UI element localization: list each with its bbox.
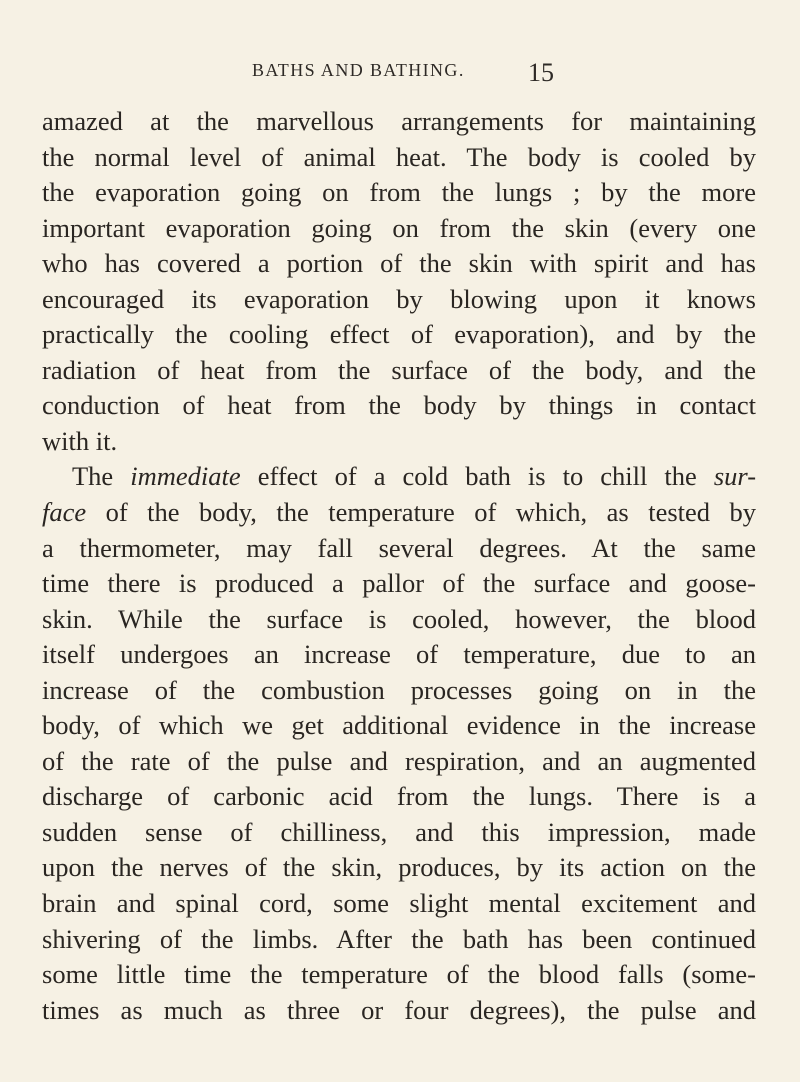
text-line: who has covered a portion of the skin with spirit and has <box>42 248 756 279</box>
running-head: BATHS AND BATHING. <box>252 60 465 80</box>
text-line: some little time the temperature of the blood falls (some- <box>42 959 756 990</box>
text-line: encouraged its evaporation by blowing upon it knows <box>42 283 756 314</box>
text-line: body, of which we get additional evidence in the increase <box>42 710 756 741</box>
text-line: amazed at the marvellous arrangements for maintaining <box>42 106 756 136</box>
text-line: of the rate of the pulse and respiration, and an augmented <box>42 745 756 776</box>
italic-emphasis: sur- <box>713 461 757 492</box>
italic-emphasis: face <box>42 497 87 528</box>
text-line: radiation of heat from the surface of the body, and the <box>42 354 756 385</box>
text-segment: The <box>72 461 131 492</box>
text-line: a thermometer, may fall several degrees. At the same <box>42 532 756 563</box>
italic-emphasis: immediate <box>130 461 241 492</box>
paragraph-end-line: with it. <box>42 425 118 456</box>
body-text <box>42 104 756 1028</box>
text-line: conduction of heat from the body by things in contact <box>42 390 756 421</box>
paragraph-start-line <box>42 459 756 495</box>
text-line: the normal level of animal heat. The body is cooled by <box>42 141 756 172</box>
text-line: practically the cooling effect of evaporation), and by the <box>42 319 756 350</box>
text-line: increase of the combustion processes going on in the <box>42 674 756 705</box>
text-line <box>42 495 756 531</box>
text-segment: of the body, the temperature of which, as tested by <box>86 497 756 528</box>
text-line: skin. While the surface is cooled, however, the blood <box>42 603 756 634</box>
text-line: shivering of the limbs. After the bath has been continued <box>42 923 756 954</box>
text-line: the evaporation going on from the lungs ; by the more <box>42 177 756 208</box>
text-line: itself undergoes an increase of temperature, due to an <box>42 639 756 670</box>
text-segment: effect of a cold bath is to chill the <box>240 461 714 492</box>
text-line: brain and spinal cord, some slight mental excitement and <box>42 888 756 919</box>
text-line: time there is produced a pallor of the surface and goose- <box>42 568 756 599</box>
page-number: 15 <box>528 58 554 87</box>
text-line: sudden sense of chilliness, and this impression, made <box>42 816 756 847</box>
page-header <box>252 58 782 90</box>
text-line: important evaporation going on from the skin (every one <box>42 212 756 243</box>
text-line: upon the nerves of the skin, produces, by its action on the <box>42 852 756 883</box>
text-line: discharge of carbonic acid from the lungs. There is a <box>42 781 756 812</box>
text-line: times as much as three or four degrees), the pulse and <box>42 994 756 1025</box>
